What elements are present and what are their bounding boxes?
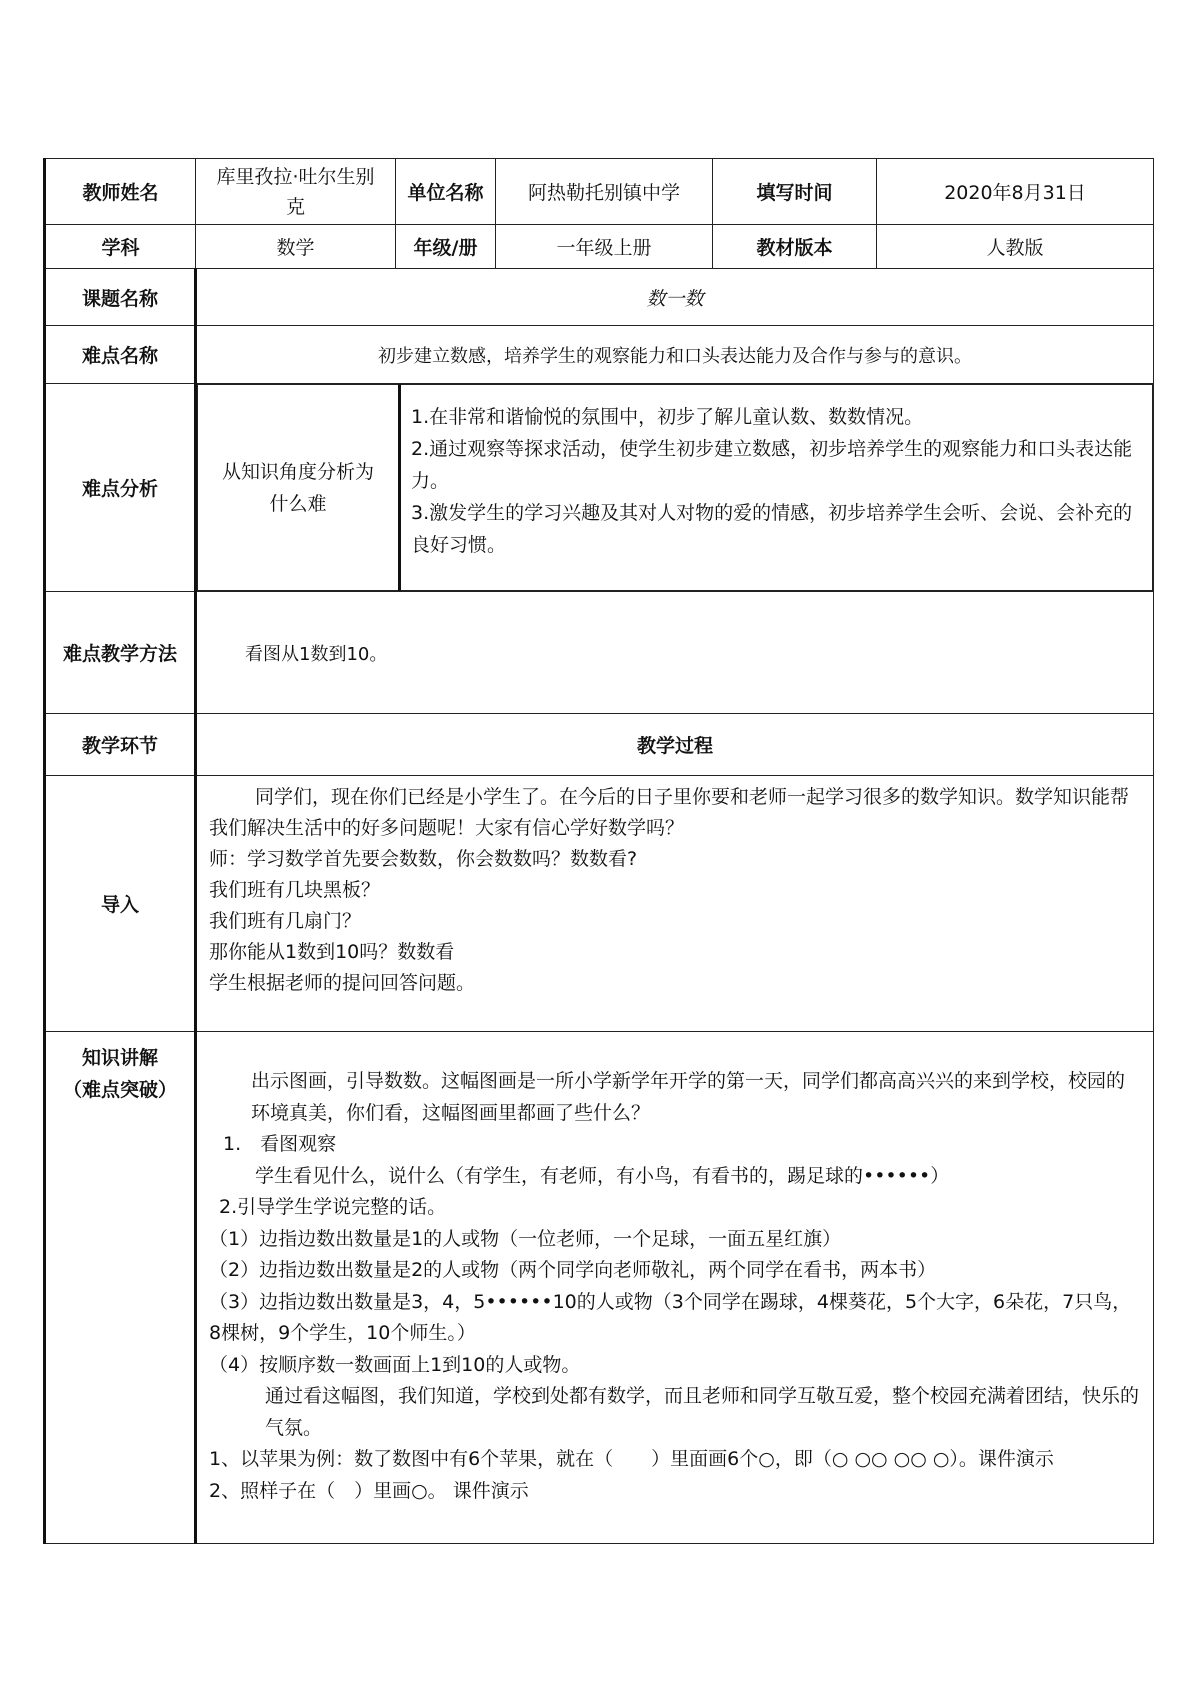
grade-value: 一年级上册 xyxy=(496,225,713,269)
difficulty-label: 难点名称 xyxy=(45,326,196,384)
knowledge-line: 2.引导学生学说完整的话。 xyxy=(219,1196,447,1218)
teacher-name-value: 库里孜拉·吐尔生别克 xyxy=(196,159,396,225)
knowledge-label-line2: （难点突破） xyxy=(62,1079,177,1101)
knowledge-line: （4）按顺序数一数画面上1到10的人或物。 xyxy=(209,1353,581,1376)
knowledge-line: （2）边指边数出数量是2的人或物（两个同学向老师敬礼，两个同学在看书，两本书） xyxy=(209,1259,937,1281)
method-row xyxy=(45,592,1154,714)
intro-line: 我们班有几块黑板？ xyxy=(209,879,381,901)
analysis-point: 1.在非常和谐愉悦的氛围中，初步了解儿童认数、数数情况。 xyxy=(411,406,924,428)
analysis-points xyxy=(400,385,1153,591)
analysis-label: 难点分析 xyxy=(45,384,196,592)
analysis-point: 3.激发学生的学习兴趣及其对人对物的爱的情感，初步培养学生会听、会说、会补充的良好习惯。 xyxy=(411,502,1133,556)
difficulty-value: 初步建立数感，培养学生的观察能力和口头表达能力及合作与参与的意识。 xyxy=(196,326,1154,384)
intro-line: 那你能从1数到10吗？数数看 xyxy=(209,941,455,963)
knowledge-line: 1. 看图观察 xyxy=(223,1133,337,1155)
lesson-plan-table xyxy=(43,158,1154,1544)
method-label: 难点教学方法 xyxy=(45,592,196,714)
topic-label: 课题名称 xyxy=(45,269,196,326)
process-header-row xyxy=(45,714,1154,776)
difficulty-row xyxy=(45,326,1154,384)
knowledge-line: （3）边指边数出数量是3，4，5••••••10的人或物（3个同学在踢球，4棵葵花，5个大字，6朵花，7只鸟，8棵树，9个学生，10个师生。） xyxy=(209,1290,1132,1344)
intro-label: 导入 xyxy=(45,776,196,1032)
knowledge-row xyxy=(45,1032,1154,1544)
subject-label: 学科 xyxy=(45,225,196,269)
grade-label: 年级/册 xyxy=(396,225,496,269)
knowledge-line: 1、以苹果为例：数了数图中有6个苹果，就在（ ）里面画6个○，即（○ ○○ ○○ ○）。课件演示 xyxy=(209,1448,1054,1470)
knowledge-line: 通过看这幅图，我们知道，学校到处都有数学，而且老师和同学互敬互爱，整个校园充满着团结，快乐的气氛。 xyxy=(265,1385,1140,1439)
unit-name-label: 单位名称 xyxy=(396,159,496,225)
unit-name-value: 阿热勒托别镇中学 xyxy=(496,159,713,225)
process-label: 教学环节 xyxy=(45,714,196,776)
teacher-name-label: 教师姓名 xyxy=(45,159,196,225)
intro-line: 师：学习数学首先要会数数，你会数数吗？数数看? xyxy=(209,848,638,870)
knowledge-line: 2、照样子在（ ）里画○。 课件演示 xyxy=(209,1479,529,1502)
analysis-sub-label: 从知识角度分析为什么难 xyxy=(198,385,400,591)
analysis-row xyxy=(45,384,1154,592)
analysis-point: 2.通过观察等探求活动，使学生初步建立数感，初步培养学生的观察能力和口头表达能力。 xyxy=(411,438,1133,492)
knowledge-line: 出示图画，引导数数。这幅图画是一所小学新学年开学的第一天，同学们都高高兴兴的来到学校，校园的环境真美，你们看，这幅图画里都画了些什么？ xyxy=(251,1070,1126,1124)
topic-row xyxy=(45,269,1154,326)
knowledge-content xyxy=(196,1032,1154,1544)
intro-line: 学生根据老师的提问回答问题。 xyxy=(209,972,476,994)
lesson-plan-form xyxy=(43,158,1152,1544)
edition-value: 人教版 xyxy=(877,225,1154,269)
intro-line: 同学们，现在你们已经是小学生了。在今后的日子里你要和老师一起学习很多的数学知识。数学知识能帮我们解决生活中的好多问题呢！大家有信心学好数学吗？ xyxy=(209,786,1130,839)
edition-label: 教材版本 xyxy=(713,225,877,269)
subject-value: 数学 xyxy=(196,225,396,269)
knowledge-line: 学生看见什么，说什么（有学生，有老师，有小鸟，有看书的，踢足球的••••••） xyxy=(255,1164,950,1187)
fill-date-value: 2020年8月31日 xyxy=(877,159,1154,225)
knowledge-label-line1: 知识讲解 xyxy=(81,1047,158,1069)
knowledge-line: （1）边指边数出数量是1的人或物（一位老师，一个足球，一面五星红旗） xyxy=(209,1227,842,1250)
topic-value: 数一数 xyxy=(196,269,1154,326)
header-row-2 xyxy=(45,225,1154,269)
analysis-inner xyxy=(197,384,1153,591)
method-value: 看图从1数到10。 xyxy=(196,592,1154,714)
intro-content xyxy=(196,776,1154,1032)
header-row-1 xyxy=(45,159,1154,225)
intro-line: 我们班有几扇门？ xyxy=(209,910,362,932)
knowledge-label xyxy=(45,1032,196,1544)
process-heading: 教学过程 xyxy=(196,714,1154,776)
fill-date-label: 填写时间 xyxy=(713,159,877,225)
intro-row xyxy=(45,776,1154,1032)
